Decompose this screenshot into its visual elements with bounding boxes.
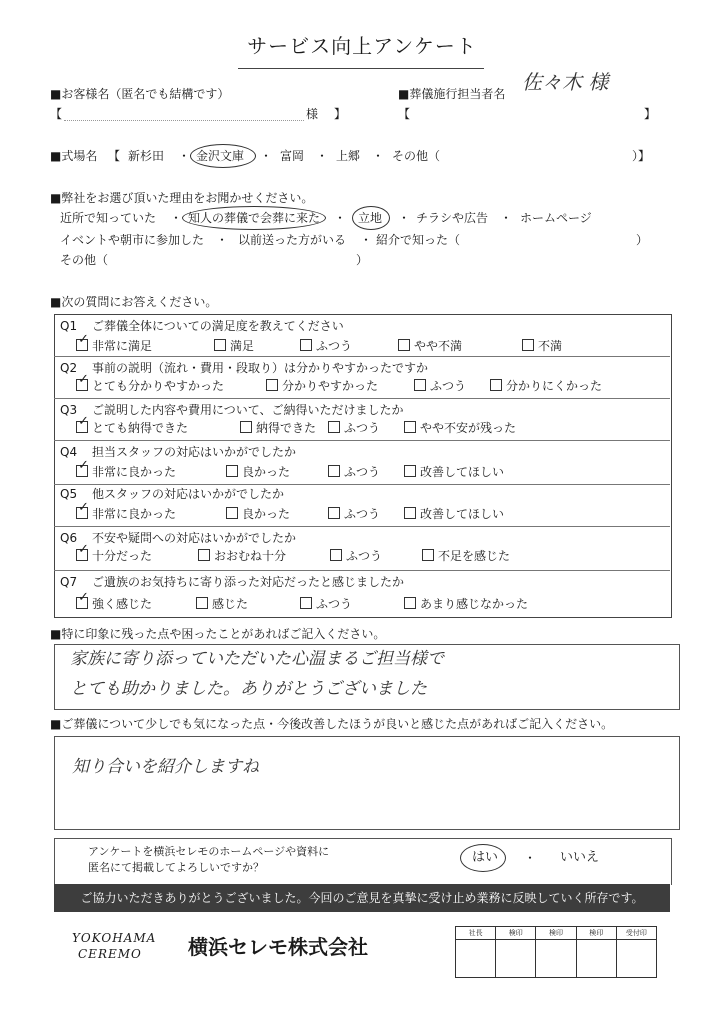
q2-option-very-clear[interactable]: とても分かりやすかった: [76, 378, 224, 394]
question-text: 不安や疑問への対応はいかがでしたか: [92, 531, 297, 545]
publish-question-line1: アンケートを横浜セレモのホームページや資料に: [88, 845, 330, 858]
company-logo: [72, 930, 174, 970]
q1-option-neutral[interactable]: ふつう: [300, 338, 352, 354]
customer-bracket-open: 【: [50, 107, 63, 121]
stamp-label: 受付印: [617, 927, 656, 940]
company-name: 横浜セレモ株式会社: [188, 935, 368, 959]
stamp-cell-reception: [617, 927, 656, 977]
q7-option-strongly-felt[interactable]: 強く感じた: [76, 596, 152, 612]
check-icon: ✓: [78, 414, 89, 429]
reason-nearby[interactable]: 近所で知っていた: [60, 211, 157, 225]
impression-label: ■特に印象に残った点や困ったことがあればご記入ください。: [50, 627, 386, 641]
reason-separator: ・: [170, 211, 183, 225]
stamp-label: 検印: [577, 927, 616, 940]
publish-yes-option[interactable]: はい: [472, 850, 499, 865]
reason-other[interactable]: その他（: [60, 253, 109, 267]
reason-previous[interactable]: 以前送った方がいる: [238, 233, 347, 247]
venue-option-kanazawabunko[interactable]: 金沢文庫: [196, 149, 245, 163]
staff-label: ■葬儀施行担当者名: [398, 87, 506, 101]
question-number: Q3: [60, 403, 78, 417]
customer-label: ■お客様名（匿名でも結構です）: [50, 87, 230, 101]
question-number: Q1: [60, 319, 78, 333]
stamp-cell-inspection: [496, 927, 536, 977]
check-icon: ✓: [78, 500, 89, 515]
q5-option-good[interactable]: 良かった: [226, 506, 290, 522]
reason-homepage[interactable]: ホームページ: [520, 211, 592, 225]
q5-option-very-good[interactable]: 非常に良かった: [76, 506, 176, 522]
question-text: ご遺族のお気持ちに寄り添った対応だったと感じましたか: [92, 575, 405, 589]
q3-option-some-anxiety[interactable]: やや不安が残った: [404, 420, 516, 436]
reason-selected-circle: [352, 206, 390, 230]
q1-option-satisfied[interactable]: 満足: [214, 338, 254, 354]
q2-option-neutral[interactable]: ふつう: [414, 378, 466, 394]
q2-option-clear[interactable]: 分かりやすかった: [266, 378, 378, 394]
impression-handwritten-line1: 家族に寄り添っていただいた心温まるご担当様で: [70, 649, 444, 669]
question-divider: [54, 440, 670, 441]
reason-selected-circle: [182, 206, 326, 230]
q4-option-needs-improvement[interactable]: 改善してほしい: [404, 464, 504, 480]
question-divider: [54, 570, 670, 571]
reason-close: ）: [356, 253, 369, 267]
publish-yes-circle: [460, 844, 506, 872]
improvement-textarea[interactable]: [54, 736, 680, 830]
question-divider: [54, 356, 670, 357]
stamp-cell-inspection: [577, 927, 617, 977]
stamp-cell-inspection: [536, 927, 576, 977]
publish-no-option[interactable]: いいえ: [560, 850, 600, 865]
q1-option-very-satisfied[interactable]: 非常に満足: [76, 338, 152, 354]
stamp-label: 社長: [456, 927, 495, 940]
q7-option-felt[interactable]: 感じた: [196, 596, 248, 612]
q7-option-neutral[interactable]: ふつう: [300, 596, 352, 612]
q6-option-insufficient[interactable]: 不足を感じた: [422, 548, 510, 564]
question-number: Q5: [60, 487, 78, 501]
publish-question-line2: 匿名にて掲載してよろしいですか？: [88, 861, 264, 874]
reason-event[interactable]: イベントや朝市に参加した: [60, 233, 205, 247]
customer-honorific: 様: [306, 107, 319, 121]
question-text: 他スタッフの対応はいかがでしたか: [92, 487, 285, 501]
check-icon: ✓: [78, 372, 89, 387]
publish-separator: ・: [524, 851, 537, 865]
title-underline: [238, 68, 484, 69]
q5-option-needs-improvement[interactable]: 改善してほしい: [404, 506, 504, 522]
question-number: Q4: [60, 445, 78, 459]
stamp-label: 検印: [536, 927, 575, 940]
q1-option-slightly-dissatisfied[interactable]: やや不満: [398, 338, 462, 354]
q3-option-convinced[interactable]: 納得できた: [240, 420, 316, 436]
question-text: ご説明した内容や費用について、ご納得いただけましたか: [92, 403, 404, 417]
question-number: Q6: [60, 531, 78, 545]
reasons-label: ■弊社をお選び頂いた理由をお聞かせください。: [50, 191, 314, 205]
stamp-cell-president: [456, 927, 496, 977]
venue-selected-circle: [190, 144, 256, 168]
check-icon: ✓: [78, 590, 89, 605]
logo-text-line1: YOKOHAMA: [72, 931, 157, 945]
venue-option-shinsugita[interactable]: 新杉田: [128, 149, 165, 163]
q6-option-sufficient[interactable]: 十分だった: [76, 548, 152, 564]
customer-bracket-close: 】: [334, 107, 347, 121]
check-icon: ✓: [78, 332, 89, 347]
q7-option-not-felt[interactable]: あまり感じなかった: [404, 596, 528, 612]
questions-label: ■次の質問にお答えください。: [50, 295, 218, 309]
footer-message: ご協力いただきありがとうございました。今回のご意見を真摯に受け止め業務に反映していく所存です。: [54, 884, 670, 912]
q3-option-very-convinced[interactable]: とても納得できた: [76, 420, 188, 436]
q3-option-neutral[interactable]: ふつう: [328, 420, 380, 436]
q4-option-very-good[interactable]: 非常に良かった: [76, 464, 176, 480]
venue-label: ■式場名: [50, 149, 98, 163]
staff-bracket-close: 】: [644, 107, 657, 121]
q2-option-unclear[interactable]: 分かりにくかった: [490, 378, 602, 394]
q6-option-mostly-sufficient[interactable]: おおむね十分: [198, 548, 286, 564]
reason-referral[interactable]: 紹介で知った（: [376, 233, 461, 247]
improvement-handwritten-line1: 知り合いを紹介しますね: [72, 757, 259, 777]
reason-separator: ・: [360, 233, 373, 247]
reason-close: ）: [636, 233, 649, 247]
q4-option-neutral[interactable]: ふつう: [328, 464, 380, 480]
reason-separator: ・: [500, 211, 513, 225]
question-text: 事前の説明（流れ・費用・段取り）は分かりやすかったですか: [92, 361, 429, 375]
question-divider: [54, 484, 670, 485]
page-title: サービス向上アンケート: [247, 34, 477, 58]
question-divider: [54, 398, 670, 399]
q5-option-neutral[interactable]: ふつう: [328, 506, 380, 522]
impression-handwritten-line2: とても助かりました。ありがとうございました: [70, 679, 427, 699]
check-icon: ✓: [78, 542, 89, 557]
reason-acquaintance-funeral[interactable]: 知人の葬儀で会葬に来た: [188, 211, 321, 225]
question-text: ご葬儀全体についての満足度を教えてください: [92, 319, 344, 333]
venue-bracket-open: 【: [108, 149, 121, 163]
q1-option-dissatisfied[interactable]: 不満: [522, 338, 562, 354]
reason-separator: ・: [398, 211, 411, 225]
staff-bracket-open: 【: [398, 107, 411, 121]
venue-option-other[interactable]: その他（: [392, 149, 441, 163]
question-number: Q2: [60, 361, 78, 375]
venue-option-tomioka[interactable]: 富岡: [280, 149, 305, 163]
question-number: Q7: [60, 575, 78, 589]
stamp-label: 検印: [496, 927, 535, 940]
improvement-label: ■ご葬儀について少しでも気になった点・今後改善したほうが良いと感じた点があればご記入ください。: [50, 717, 614, 731]
venue-separator: ・: [178, 149, 191, 163]
stamp-table: [455, 926, 657, 978]
venue-separator: ・: [260, 149, 273, 163]
logo-text-line2: CEREMO: [78, 947, 142, 961]
reason-separator: ・: [334, 211, 347, 225]
staff-name-handwritten[interactable]: 佐々木 様: [522, 70, 609, 94]
venue-separator: ・: [316, 149, 329, 163]
venue-separator: ・: [372, 149, 385, 163]
question-divider: [54, 526, 670, 527]
reason-flyer[interactable]: チラシや広告: [416, 211, 489, 225]
question-text: 担当スタッフの対応はいかがでしたか: [92, 445, 297, 459]
check-icon: ✓: [78, 458, 89, 473]
q4-option-good[interactable]: 良かった: [226, 464, 290, 480]
reason-location[interactable]: 立地: [358, 211, 383, 225]
venue-option-kamigo[interactable]: 上郷: [336, 149, 361, 163]
customer-name-field[interactable]: [64, 120, 304, 121]
venue-close: ）】: [632, 149, 651, 163]
q6-option-neutral[interactable]: ふつう: [330, 548, 382, 564]
reason-separator: ・: [216, 233, 229, 247]
